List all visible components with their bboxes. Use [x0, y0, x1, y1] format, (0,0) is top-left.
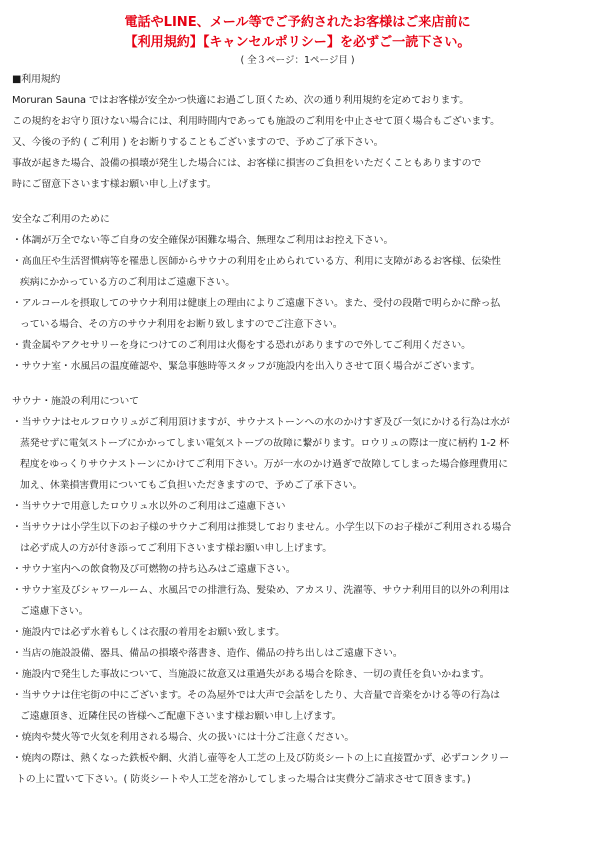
safety-line: っている場合、その方のサウナ利用をお断り致しますのでご注意下さい。 [20, 319, 343, 330]
safety-line: ・アルコールを摂取してのサウナ利用は健康上の理由によりご遠慮下さい。また、受付の段階で明らかに酔っ払 [12, 298, 501, 309]
terms-line: Moruran Sauna ではお客様が安全かつ快適にお過ごし頂くため、次の通り利用規約を定めております。 [12, 95, 470, 106]
terms-line: 事故が起きた場合、設備の損壊が発生した場合には、お客様に損害のご負担をいただくこともありますので [12, 158, 482, 169]
facility-line: ・施設内で発生した事故について、当施設に故意又は重過失がある場合を除き、一切の責任を負いかねます。 [12, 669, 490, 680]
facility-line: ・サウナ室内への飲食物及び可燃物の持ち込みはご遠慮下さい。 [12, 564, 296, 575]
notice-line-2: 【利用規約】【キャンセルポリシー】を必ずご一読下さい。 [124, 35, 471, 50]
facility-line: 程度をゆっくりサウナストーンにかけてご利用下さい。万が一水のかけ過ぎで故障してしまった場合修理費用に [20, 459, 509, 470]
facility-line: ・サウナ室及びシャワールーム、水風呂での排泄行為、髪染め、アカスリ、洗濯等、サウナ利用目的以外の利用は [12, 585, 510, 596]
facility-line: 蒸発せずに電気ストーブにかかってしまい電気ストーブの故障に繋がります。ロウリュの際は一度に柄杓 1-2 杯 [20, 438, 510, 449]
safety-line: ・高血圧や生活習慣病等を罹患し医師からサウナの利用を止められている方、利用に支障があるお客様、伝染性 [12, 256, 501, 267]
facility-line: ご遠慮頂き、近隣住民の皆様へご配慮下さいます様お願い申し上げます。 [20, 711, 342, 722]
facility-line: ・当サウナはセルフロウリュがご利用頂けますが、サウナストーンへの水のかけすぎ及び一気にかける行為は水が [12, 417, 510, 428]
facility-line: ・焼肉や焚火等で火気を利用される場合、火の扱いには十分ご注意ください。 [12, 732, 355, 743]
facility-line: ・当サウナは小学生以下のお子様のサウナご利用は推奨しておりません。小学生以下のお子様がご利用される場合 [12, 522, 512, 533]
safety-line: ・サウナ室・水風呂の温度確認や、緊急事態時等スタッフが施設内を出入りさせて頂く場合がございます。 [12, 361, 481, 372]
page-indicator: ( 全３ページ：1ページ目 ) [240, 55, 355, 66]
facility-line: トの上に置いて下さい。( 防炎シートや人工芝を溶かしてしまった場合は実費分ご請求させて頂きます。) [16, 774, 471, 785]
facility-line: ・当サウナは住宅街の中にございます。その為屋外では大声で会話をしたり、大音量で音楽をかける等の行為は [12, 690, 500, 701]
facility-line: 加え、休業損害費用についてもご負担いただきますので、予めご了承下さい。 [20, 480, 363, 491]
facility-heading: サウナ・施設の利用について [12, 396, 139, 407]
terms-heading: ■利用規約 [12, 74, 61, 85]
facility-line: ・当サウナで用意したロウリュ水以外のご利用はご遠慮下さい [12, 501, 286, 512]
terms-line: この規約をお守り頂けない場合には、利用時間内であっても施設のご利用を中止させて頂く場合もございます。 [12, 116, 500, 127]
notice-line-1: 電話やLINE、メール等でご予約されたお客様はご来店前に [124, 15, 471, 30]
terms-line: 時にご留意下さいます様お願い申し上げます。 [12, 179, 217, 190]
facility-line: は必ず成人の方が付き添ってご利用下さいます様お願い申し上げます。 [20, 543, 333, 554]
facility-line: ご遠慮下さい。 [20, 606, 89, 617]
terms-line: 又、今後の予約 ( ご利用 ) をお断りすることもございますので、予めご了承下さい。 [12, 137, 384, 148]
safety-line: ・体調が万全でない等ご自身の安全確保が困難な場合、無理なご利用はお控え下さい。 [12, 235, 394, 246]
facility-line: ・焼肉の際は、熱くなった鉄板や網、火消し壷等を人工芝の上及び防炎シートの上に直接置かず、必ずコンクリー [12, 753, 510, 764]
safety-heading: 安全なご利用のために [12, 214, 110, 225]
facility-line: ・施設内では必ず水着もしくは衣服の着用をお願い致します。 [12, 627, 285, 638]
facility-line: ・当店の施設設備、器具、備品の損壊や落書き、造作、備品の持ち出しはご遠慮下さい。 [12, 648, 403, 659]
safety-line: ・貴金属やアクセサリーを身につけてのご利用は火傷をする恐れがありますので外してご利用ください。 [12, 340, 471, 351]
safety-line: 疾病にかかっている方のご利用はご遠慮下さい。 [20, 277, 236, 288]
